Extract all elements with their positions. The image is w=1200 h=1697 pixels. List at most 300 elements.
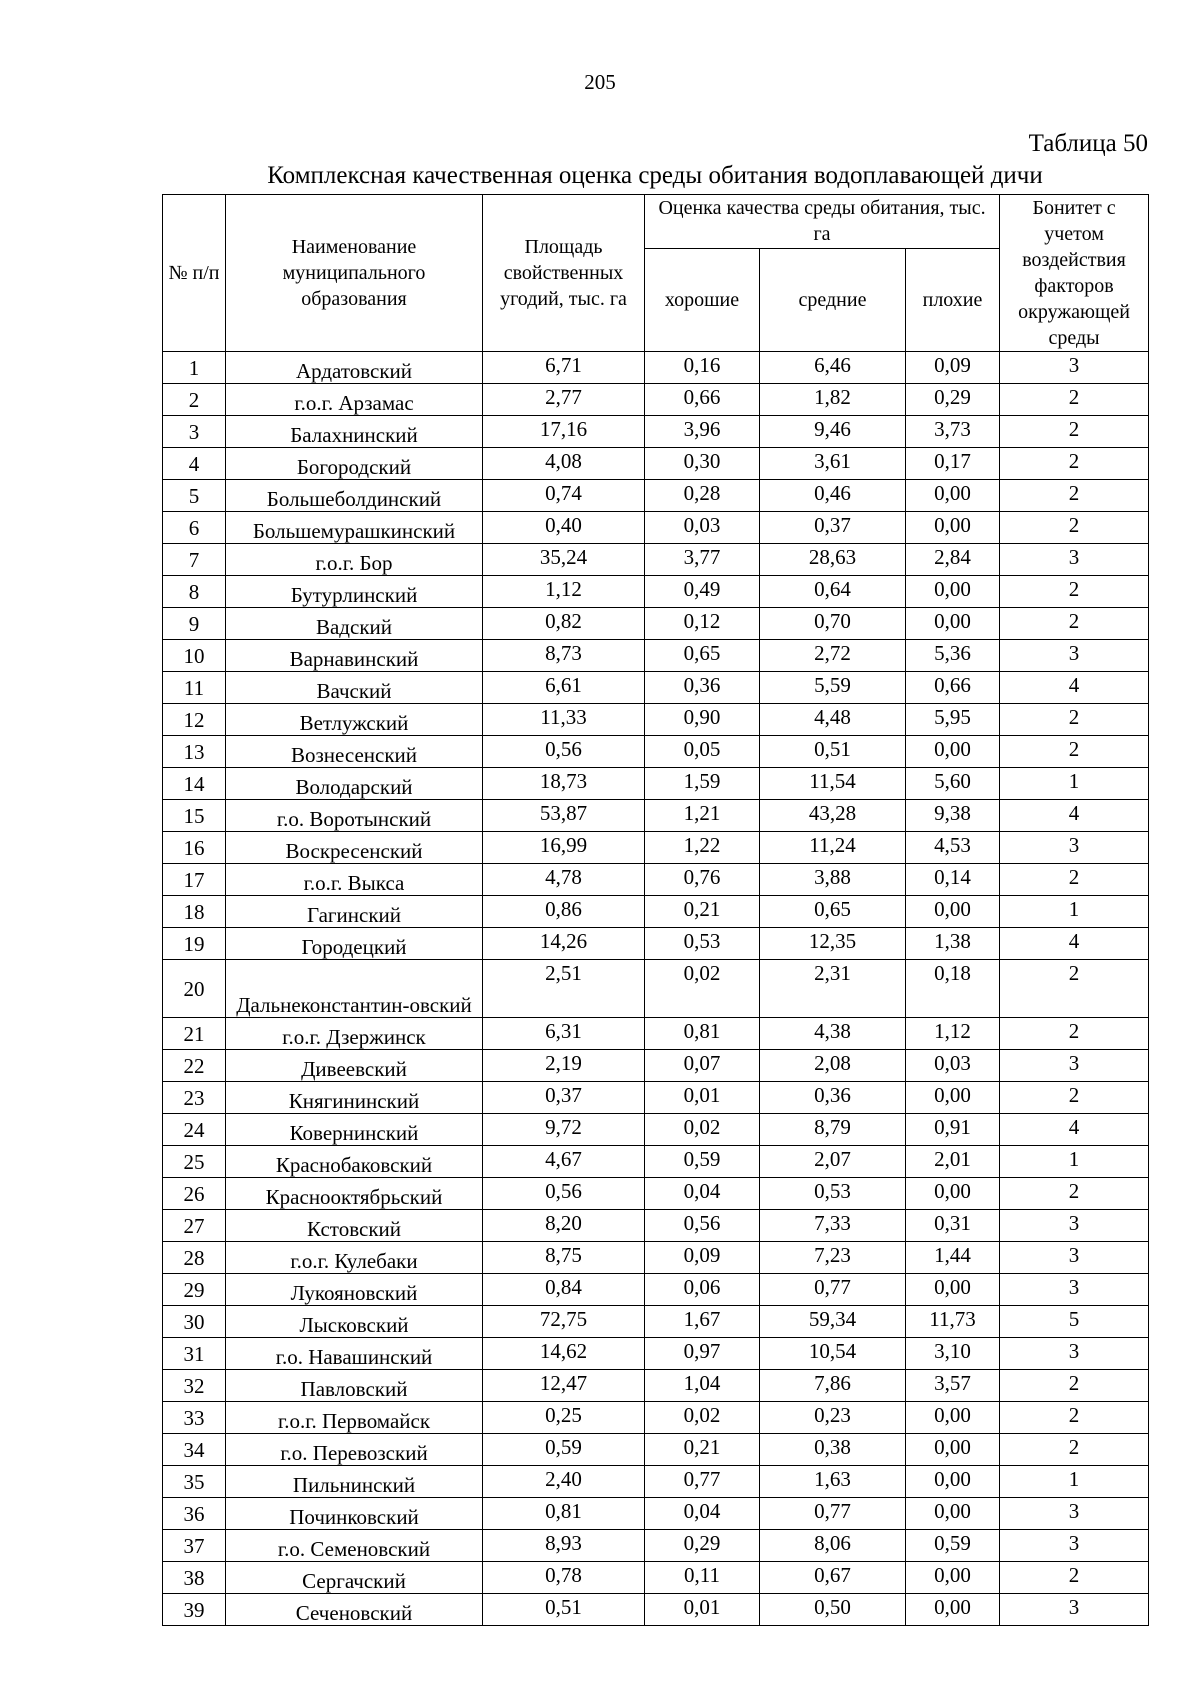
bad-value: 0,00: [906, 1082, 1000, 1114]
good-value: 1,21: [645, 800, 760, 832]
table-row: [163, 1274, 1149, 1306]
area-value: 4,08: [483, 448, 645, 480]
area-value: 8,73: [483, 640, 645, 672]
bad-value: 0,00: [906, 1466, 1000, 1498]
row-number: 36: [163, 1498, 226, 1530]
table-row: [163, 800, 1149, 832]
area-value: 11,33: [483, 704, 645, 736]
bonitet-value: 3: [1000, 1274, 1149, 1306]
medium-value: 0,67: [760, 1562, 906, 1594]
area-value: 0,56: [483, 736, 645, 768]
good-value: 1,22: [645, 832, 760, 864]
bad-value: 0,00: [906, 1434, 1000, 1466]
area-value: 0,37: [483, 1082, 645, 1114]
page-number: 205: [584, 70, 616, 94]
table-row: [163, 608, 1149, 640]
row-number: 19: [163, 928, 226, 960]
bad-value: 9,38: [906, 800, 1000, 832]
bad-value: 11,73: [906, 1306, 1000, 1338]
area-value: 17,16: [483, 416, 645, 448]
area-value: 53,87: [483, 800, 645, 832]
row-number: 12: [163, 704, 226, 736]
row-number: 29: [163, 1274, 226, 1306]
medium-value: 3,61: [760, 448, 906, 480]
municipality-name: Дальнеконстантин-овский: [226, 960, 483, 1018]
municipality-name: Сеченовский: [226, 1594, 483, 1626]
table-row: [163, 960, 1149, 1018]
good-value: 0,81: [645, 1018, 760, 1050]
medium-value: 4,38: [760, 1018, 906, 1050]
header-quality-group: Оценка качества среды обитания, тыс. га: [645, 195, 1000, 249]
habitat-assessment-table: [162, 194, 1149, 1626]
area-value: 2,77: [483, 384, 645, 416]
bad-value: 2,01: [906, 1146, 1000, 1178]
bad-value: 3,57: [906, 1370, 1000, 1402]
row-number: 7: [163, 544, 226, 576]
bonitet-value: 3: [1000, 1498, 1149, 1530]
bad-value: 0,59: [906, 1530, 1000, 1562]
municipality-name: г.о. Навашинский: [226, 1338, 483, 1370]
good-value: 0,29: [645, 1530, 760, 1562]
area-value: 0,86: [483, 896, 645, 928]
area-value: 1,12: [483, 576, 645, 608]
good-value: 0,36: [645, 672, 760, 704]
row-number: 10: [163, 640, 226, 672]
good-value: 0,07: [645, 1050, 760, 1082]
area-value: 0,40: [483, 512, 645, 544]
medium-value: 2,07: [760, 1146, 906, 1178]
medium-value: 3,88: [760, 864, 906, 896]
bonitet-value: 2: [1000, 704, 1149, 736]
medium-value: 4,48: [760, 704, 906, 736]
row-number: 33: [163, 1402, 226, 1434]
good-value: 0,01: [645, 1082, 760, 1114]
municipality-name: г.о. Семеновский: [226, 1530, 483, 1562]
area-value: 0,81: [483, 1498, 645, 1530]
row-number: 20: [163, 960, 226, 1018]
bonitet-value: 2: [1000, 1562, 1149, 1594]
area-value: 35,24: [483, 544, 645, 576]
area-value: 14,26: [483, 928, 645, 960]
good-value: 0,65: [645, 640, 760, 672]
medium-value: 9,46: [760, 416, 906, 448]
bad-value: 4,53: [906, 832, 1000, 864]
table-row: [163, 1466, 1149, 1498]
area-value: 2,51: [483, 960, 645, 1018]
row-number: 22: [163, 1050, 226, 1082]
municipality-name: Краснобаковский: [226, 1146, 483, 1178]
good-value: 0,16: [645, 352, 760, 384]
area-value: 72,75: [483, 1306, 645, 1338]
bad-value: 1,44: [906, 1242, 1000, 1274]
good-value: 0,21: [645, 1434, 760, 1466]
row-number: 38: [163, 1562, 226, 1594]
bonitet-value: 2: [1000, 1402, 1149, 1434]
bonitet-value: 2: [1000, 576, 1149, 608]
area-value: 8,93: [483, 1530, 645, 1562]
bad-value: 0,00: [906, 1274, 1000, 1306]
row-number: 24: [163, 1114, 226, 1146]
row-number: 4: [163, 448, 226, 480]
bonitet-value: 1: [1000, 1466, 1149, 1498]
table-caption: Таблица 50: [1028, 130, 1148, 157]
bad-value: 1,12: [906, 1018, 1000, 1050]
medium-value: 7,86: [760, 1370, 906, 1402]
bonitet-value: 5: [1000, 1306, 1149, 1338]
municipality-name: г.о.г. Бор: [226, 544, 483, 576]
good-value: 0,02: [645, 1402, 760, 1434]
municipality-name: г.о. Перевозский: [226, 1434, 483, 1466]
table-row: [163, 1434, 1149, 1466]
area-value: 2,19: [483, 1050, 645, 1082]
bonitet-value: 3: [1000, 1594, 1149, 1626]
bonitet-value: 2: [1000, 608, 1149, 640]
municipality-name: Городецкий: [226, 928, 483, 960]
bonitet-value: 3: [1000, 1210, 1149, 1242]
bad-value: 0,00: [906, 480, 1000, 512]
medium-value: 10,54: [760, 1338, 906, 1370]
bonitet-value: 3: [1000, 544, 1149, 576]
bonitet-value: 2: [1000, 384, 1149, 416]
row-number: 3: [163, 416, 226, 448]
municipality-name: Бутурлинский: [226, 576, 483, 608]
medium-value: 0,70: [760, 608, 906, 640]
table-row: [163, 640, 1149, 672]
municipality-name: г.о.г. Арзамас: [226, 384, 483, 416]
area-value: 0,56: [483, 1178, 645, 1210]
municipality-name: г.о.г. Кулебаки: [226, 1242, 483, 1274]
bad-value: 0,00: [906, 1498, 1000, 1530]
good-value: 0,02: [645, 960, 760, 1018]
table-row: [163, 896, 1149, 928]
medium-value: 43,28: [760, 800, 906, 832]
municipality-name: Павловский: [226, 1370, 483, 1402]
bad-value: 0,14: [906, 864, 1000, 896]
medium-value: 2,72: [760, 640, 906, 672]
municipality-name: Дивеевский: [226, 1050, 483, 1082]
bonitet-value: 3: [1000, 640, 1149, 672]
bonitet-value: 2: [1000, 448, 1149, 480]
municipality-name: Балахнинский: [226, 416, 483, 448]
medium-value: 2,31: [760, 960, 906, 1018]
municipality-name: Лукояновский: [226, 1274, 483, 1306]
row-number: 21: [163, 1018, 226, 1050]
bad-value: 0,00: [906, 1594, 1000, 1626]
area-value: 6,61: [483, 672, 645, 704]
municipality-name: Починковский: [226, 1498, 483, 1530]
row-number: 11: [163, 672, 226, 704]
good-value: 3,77: [645, 544, 760, 576]
good-value: 0,53: [645, 928, 760, 960]
row-number: 26: [163, 1178, 226, 1210]
table-row: [163, 1498, 1149, 1530]
medium-value: 28,63: [760, 544, 906, 576]
medium-value: 0,77: [760, 1498, 906, 1530]
table-row: [163, 416, 1149, 448]
municipality-name: Варнавинский: [226, 640, 483, 672]
municipality-name: Большеболдинский: [226, 480, 483, 512]
bad-value: 3,73: [906, 416, 1000, 448]
medium-value: 1,82: [760, 384, 906, 416]
bonitet-value: 3: [1000, 352, 1149, 384]
table-row: [163, 448, 1149, 480]
row-number: 37: [163, 1530, 226, 1562]
bonitet-value: 3: [1000, 1338, 1149, 1370]
table-row: [163, 1178, 1149, 1210]
table-row: [163, 480, 1149, 512]
bonitet-value: 2: [1000, 1178, 1149, 1210]
bonitet-value: 1: [1000, 1146, 1149, 1178]
area-value: 8,20: [483, 1210, 645, 1242]
area-value: 0,84: [483, 1274, 645, 1306]
bonitet-value: 4: [1000, 800, 1149, 832]
bonitet-value: 2: [1000, 864, 1149, 896]
good-value: 0,76: [645, 864, 760, 896]
municipality-name: Сергачский: [226, 1562, 483, 1594]
municipality-name: Ковернинский: [226, 1114, 483, 1146]
medium-value: 0,36: [760, 1082, 906, 1114]
row-number: 30: [163, 1306, 226, 1338]
bad-value: 1,38: [906, 928, 1000, 960]
bonitet-value: 3: [1000, 1050, 1149, 1082]
bad-value: 0,66: [906, 672, 1000, 704]
area-value: 0,59: [483, 1434, 645, 1466]
good-value: 0,49: [645, 576, 760, 608]
table-row: [163, 1114, 1149, 1146]
table-row: [163, 1562, 1149, 1594]
table-row: [163, 1050, 1149, 1082]
bad-value: 0,18: [906, 960, 1000, 1018]
bad-value: 0,00: [906, 576, 1000, 608]
header-bad: плохие: [906, 248, 1000, 351]
good-value: 0,97: [645, 1338, 760, 1370]
row-number: 14: [163, 768, 226, 800]
area-value: 0,74: [483, 480, 645, 512]
bad-value: 0,29: [906, 384, 1000, 416]
medium-value: 0,53: [760, 1178, 906, 1210]
row-number: 6: [163, 512, 226, 544]
medium-value: 0,23: [760, 1402, 906, 1434]
row-number: 18: [163, 896, 226, 928]
row-number: 34: [163, 1434, 226, 1466]
bonitet-value: 3: [1000, 1242, 1149, 1274]
row-number: 15: [163, 800, 226, 832]
good-value: 0,59: [645, 1146, 760, 1178]
medium-value: 8,06: [760, 1530, 906, 1562]
bonitet-value: 2: [1000, 512, 1149, 544]
bad-value: 5,95: [906, 704, 1000, 736]
bad-value: 0,31: [906, 1210, 1000, 1242]
area-value: 0,25: [483, 1402, 645, 1434]
table-row: [163, 1594, 1149, 1626]
table-body: [163, 352, 1149, 1626]
good-value: 0,77: [645, 1466, 760, 1498]
medium-value: 7,33: [760, 1210, 906, 1242]
row-number: 1: [163, 352, 226, 384]
good-value: 0,09: [645, 1242, 760, 1274]
table-row: [163, 544, 1149, 576]
row-number: 2: [163, 384, 226, 416]
good-value: 0,02: [645, 1114, 760, 1146]
row-number: 32: [163, 1370, 226, 1402]
area-value: 9,72: [483, 1114, 645, 1146]
table-row: [163, 576, 1149, 608]
municipality-name: Богородский: [226, 448, 483, 480]
bad-value: 0,91: [906, 1114, 1000, 1146]
bad-value: 0,00: [906, 1562, 1000, 1594]
table-row: [163, 768, 1149, 800]
good-value: 0,30: [645, 448, 760, 480]
good-value: 0,04: [645, 1178, 760, 1210]
municipality-name: Гагинский: [226, 896, 483, 928]
bad-value: 0,00: [906, 512, 1000, 544]
bonitet-value: 4: [1000, 1114, 1149, 1146]
header-area: Площадь свойственных угодий, тыс. га: [483, 195, 645, 352]
bad-value: 0,00: [906, 1402, 1000, 1434]
municipality-name: Лысковский: [226, 1306, 483, 1338]
table-row: [163, 704, 1149, 736]
area-value: 18,73: [483, 768, 645, 800]
row-number: 8: [163, 576, 226, 608]
table-row: [163, 1018, 1149, 1050]
municipality-name: Краснооктябрьский: [226, 1178, 483, 1210]
table-row: [163, 1242, 1149, 1274]
table-row: [163, 864, 1149, 896]
medium-value: 6,46: [760, 352, 906, 384]
header-num: № п/п: [163, 195, 226, 352]
municipality-name: Володарский: [226, 768, 483, 800]
medium-value: 1,63: [760, 1466, 906, 1498]
area-value: 8,75: [483, 1242, 645, 1274]
bad-value: 0,00: [906, 1178, 1000, 1210]
municipality-name: Ветлужский: [226, 704, 483, 736]
bonitet-value: 4: [1000, 672, 1149, 704]
bonitet-value: 2: [1000, 1434, 1149, 1466]
bonitet-value: 2: [1000, 416, 1149, 448]
table-row: [163, 1146, 1149, 1178]
municipality-name: г.о.г. Первомайск: [226, 1402, 483, 1434]
good-value: 1,04: [645, 1370, 760, 1402]
row-number: 28: [163, 1242, 226, 1274]
table-row: [163, 512, 1149, 544]
table-row: [163, 736, 1149, 768]
row-number: 13: [163, 736, 226, 768]
bonitet-value: 1: [1000, 768, 1149, 800]
medium-value: 7,23: [760, 1242, 906, 1274]
municipality-name: Вознесенский: [226, 736, 483, 768]
area-value: 12,47: [483, 1370, 645, 1402]
row-number: 16: [163, 832, 226, 864]
bonitet-value: 2: [1000, 1082, 1149, 1114]
area-value: 16,99: [483, 832, 645, 864]
municipality-name: Пильнинский: [226, 1466, 483, 1498]
row-number: 31: [163, 1338, 226, 1370]
table-row: [163, 1082, 1149, 1114]
header-medium: средние: [760, 248, 906, 351]
row-number: 35: [163, 1466, 226, 1498]
bonitet-value: 2: [1000, 1018, 1149, 1050]
area-value: 0,78: [483, 1562, 645, 1594]
bad-value: 0,17: [906, 448, 1000, 480]
bad-value: 0,00: [906, 608, 1000, 640]
table-row: [163, 352, 1149, 384]
area-value: 6,71: [483, 352, 645, 384]
area-value: 0,51: [483, 1594, 645, 1626]
good-value: 1,67: [645, 1306, 760, 1338]
bonitet-value: 1: [1000, 896, 1149, 928]
municipality-name: Ардатовский: [226, 352, 483, 384]
good-value: 0,56: [645, 1210, 760, 1242]
medium-value: 0,46: [760, 480, 906, 512]
row-number: 23: [163, 1082, 226, 1114]
municipality-name: Воскресенский: [226, 832, 483, 864]
bad-value: 5,36: [906, 640, 1000, 672]
good-value: 0,21: [645, 896, 760, 928]
table-row: [163, 928, 1149, 960]
area-value: 0,82: [483, 608, 645, 640]
medium-value: 0,38: [760, 1434, 906, 1466]
medium-value: 12,35: [760, 928, 906, 960]
good-value: 0,04: [645, 1498, 760, 1530]
medium-value: 0,50: [760, 1594, 906, 1626]
table-row: [163, 1338, 1149, 1370]
table-row: [163, 1306, 1149, 1338]
medium-value: 5,59: [760, 672, 906, 704]
table-row: [163, 1402, 1149, 1434]
header-bonitet: Бонитет с учетом воздействия факторов окружающей среды: [1000, 195, 1149, 352]
bonitet-value: 4: [1000, 928, 1149, 960]
medium-value: 2,08: [760, 1050, 906, 1082]
medium-value: 11,54: [760, 768, 906, 800]
bad-value: 2,84: [906, 544, 1000, 576]
bad-value: 0,00: [906, 896, 1000, 928]
area-value: 6,31: [483, 1018, 645, 1050]
medium-value: 11,24: [760, 832, 906, 864]
table-row: [163, 384, 1149, 416]
good-value: 0,90: [645, 704, 760, 736]
good-value: 0,01: [645, 1594, 760, 1626]
good-value: 0,12: [645, 608, 760, 640]
area-value: 14,62: [483, 1338, 645, 1370]
bonitet-value: 2: [1000, 1370, 1149, 1402]
bonitet-value: 2: [1000, 480, 1149, 512]
municipality-name: Большемурашкинский: [226, 512, 483, 544]
medium-value: 0,65: [760, 896, 906, 928]
table-row: [163, 1210, 1149, 1242]
municipality-name: Вачский: [226, 672, 483, 704]
bad-value: 0,00: [906, 736, 1000, 768]
bad-value: 0,03: [906, 1050, 1000, 1082]
table-row: [163, 672, 1149, 704]
municipality-name: г.о.г. Дзержинск: [226, 1018, 483, 1050]
municipality-name: г.о.г. Выкса: [226, 864, 483, 896]
good-value: 0,28: [645, 480, 760, 512]
bonitet-value: 3: [1000, 832, 1149, 864]
row-number: 25: [163, 1146, 226, 1178]
medium-value: 0,77: [760, 1274, 906, 1306]
good-value: 1,59: [645, 768, 760, 800]
good-value: 0,66: [645, 384, 760, 416]
bad-value: 3,10: [906, 1338, 1000, 1370]
medium-value: 8,79: [760, 1114, 906, 1146]
medium-value: 0,37: [760, 512, 906, 544]
row-number: 5: [163, 480, 226, 512]
bonitet-value: 2: [1000, 736, 1149, 768]
bad-value: 0,09: [906, 352, 1000, 384]
area-value: 4,67: [483, 1146, 645, 1178]
municipality-name: Вадский: [226, 608, 483, 640]
bad-value: 5,60: [906, 768, 1000, 800]
